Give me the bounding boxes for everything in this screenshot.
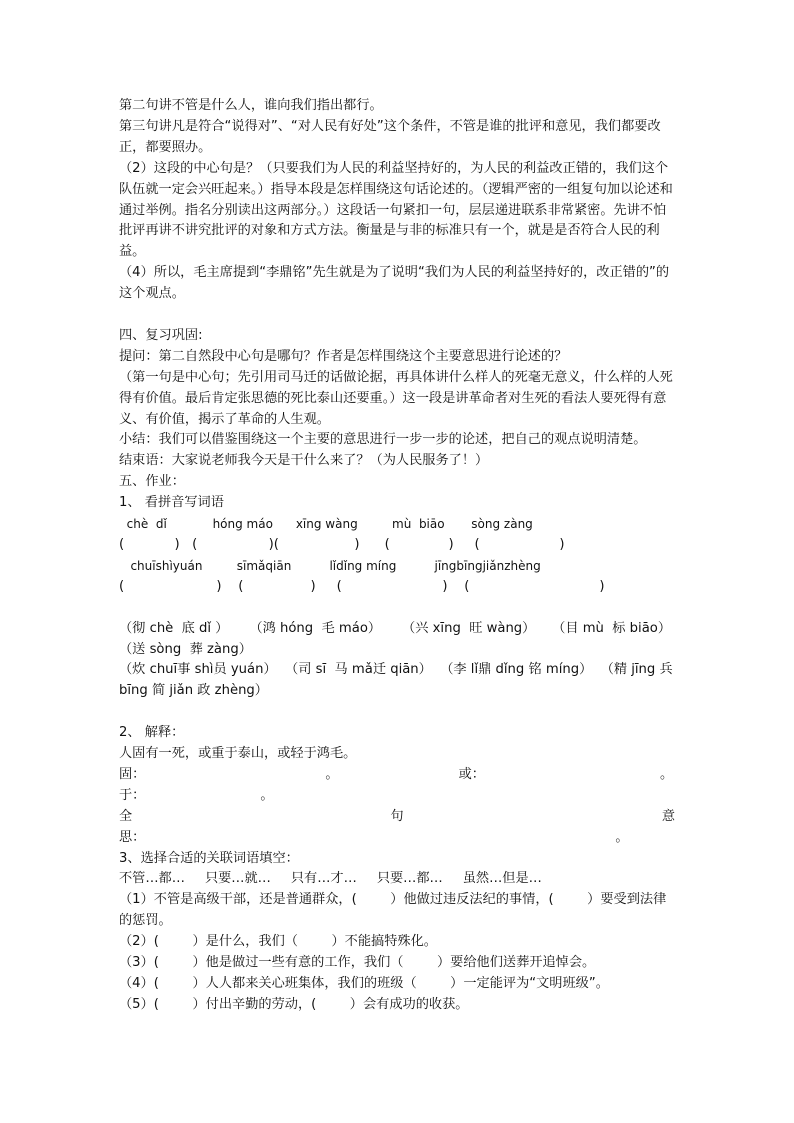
paragraph: （第一句是中心句；先引用司马迁的话做论据，再具体讲什么样人的死毫无意义，什么样的人死得有价值。最后肯定张思德的死比泰山还要重。）这一段是讲革命者对生死的看法人要死得有意义、有价值，揭示了革命的人生观。	[119, 369, 673, 427]
ju-label: 句	[390, 808, 404, 824]
option: 只有…才…	[290, 871, 357, 887]
document-page	[119, 96, 675, 1016]
period: 。	[615, 829, 629, 845]
quan-label: 全	[119, 808, 133, 824]
question-title: 3、选择合适的关联词语填空：	[119, 850, 299, 866]
explain-line-yu	[119, 786, 675, 807]
conjunction-options	[119, 869, 675, 890]
fill-item: （2）( ）是什么，我们（ ）不能搞特殊化。	[119, 934, 437, 950]
explain-line-si	[119, 828, 675, 849]
spacer	[119, 305, 675, 326]
answer-blank[interactable]	[485, 765, 660, 786]
answer-key: （彻 chè 底 dǐ ） （鸿 hóng 毛 máo） （兴 xīng 旺 wàng） （目 mù 标 biāo）（送 sòng 葬 zàng）	[119, 620, 672, 657]
answer-blank[interactable]	[145, 786, 260, 807]
option: 不管…都…	[119, 871, 185, 887]
spacer	[119, 702, 675, 723]
answer-brackets: ( ) ( ) ( ) ( )	[119, 578, 605, 594]
section-title: 四、复习巩固:	[119, 327, 203, 343]
paragraph: 结束语：大家说老师我今天是干什么来了？（为人民服务了！）	[119, 453, 489, 469]
option: 只要…都…	[376, 871, 443, 887]
paragraph: 第三句讲凡是符合“说得对”、“对人民有好处”这个条件，不管是谁的批评和意见，我们都要改正，都要照办。	[119, 118, 661, 155]
answer-key: （炊 chuī事 shì员 yuán） （司 sī 马 mǎ迁 qiān） （李 lǐ鼎 dǐng 铭 míng） （精 jīng 兵 bīng 简 jiǎn 政 zhèng）	[119, 662, 677, 699]
question-title: 2、 解释：	[119, 725, 185, 741]
option: 只要…就…	[204, 871, 271, 887]
paragraph: （4）所以，毛主席提到“李鼎铭”先生就是为了说明“我们为人民的利益坚持好的，改正错的”的这个观点。	[119, 265, 670, 302]
si-label: 思：	[119, 829, 146, 845]
fill-item: （4）( ）人人都来关心班集体，我们的班级（ ）一定能评为“文明班级”。	[119, 976, 609, 992]
period: 。	[325, 766, 339, 782]
gap	[339, 765, 459, 786]
huo-label: 或：	[458, 766, 485, 782]
yi-label: 意	[661, 808, 675, 824]
fill-item: （5）( ）付出辛勤的劳动，( ）会有成功的收获。	[119, 996, 469, 1012]
answer-brackets: ( ) ( )( ) ( ) ( )	[119, 537, 565, 553]
fill-item: （1）不管是高级干部，还是普通群众，( ）他做过违反法纪的事情，( ）要受到法律的惩罚。	[119, 892, 667, 929]
period: 。	[260, 787, 274, 803]
section-title: 五、作业：	[119, 474, 185, 490]
quote-sentence: 人固有一死，或重于泰山，或轻于鸿毛。	[119, 746, 357, 762]
paragraph: （2）这段的中心句是？（只要我们为人民的利益坚持好的，为人民的利益改正错的，我们这个队伍就一定会兴旺起来。）指导本段是怎样围绕这句话论述的。（逻辑严密的一组复句加以论述和通过举例。指名分别读出这两部分。）这段话一句紧扣一句，层层递进联系非常紧密。先讲不怕批评再讲不讲究批评的对象和方式方法。衡量是与非的标准只有一个，就是是否符合人民的利益。	[119, 160, 673, 260]
option: 虽然…但是…	[462, 871, 542, 887]
paragraph: 小结：我们可以借鉴围绕这一个主要的意思进行一步一步的论述，把自己的观点说明清楚。	[119, 432, 647, 448]
question-title: 1、 看拼音写词语	[119, 495, 224, 511]
pinyin-row: chè dǐ hóng máo xīng wàng mù biāo sòng zàng	[119, 517, 533, 532]
pinyin-row: chuīshìyuán sīmǎqiān lǐdǐng míng jīngbīngjiǎnzhèng	[119, 558, 541, 573]
period: 。	[659, 766, 674, 782]
spacer	[119, 598, 675, 619]
answer-blank[interactable]	[145, 765, 325, 786]
yu-label: 于：	[119, 787, 146, 803]
fill-item: （3）( ）他是做过一些有意的工作，我们（ ）要给他们送葬开追悼会。	[119, 955, 596, 971]
paragraph: 第二句讲不管是什么人，谁向我们指出都行。	[119, 98, 383, 113]
answer-blank[interactable]	[145, 828, 615, 849]
explain-line-gu-huo	[119, 765, 675, 786]
paragraph: 提问：第二自然段中心句是哪句？作者是怎样围绕这个主要意思进行论述的？	[119, 348, 568, 364]
gu-label: 固：	[119, 766, 146, 782]
explain-line-quanju	[119, 807, 675, 828]
